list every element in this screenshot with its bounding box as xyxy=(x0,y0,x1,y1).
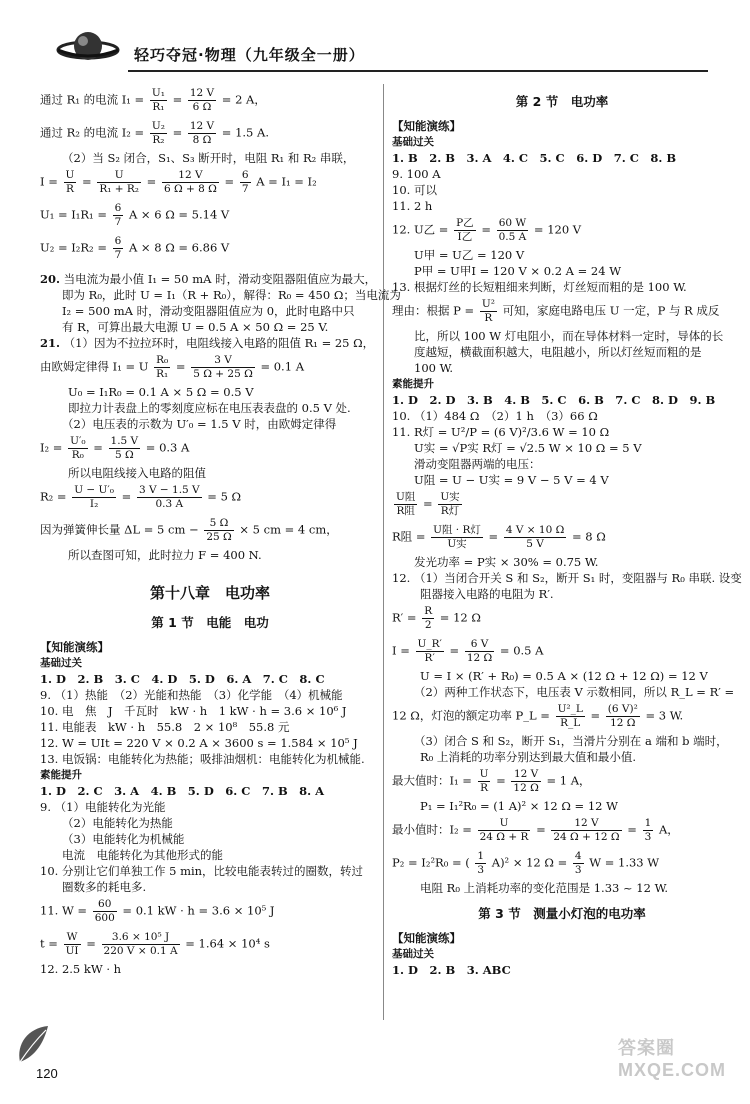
text-line: 即为 R₀，此时 U = I₁（R + R₀），解得：R₀ = 450 Ω；当电流为 xyxy=(62,288,401,302)
answer-line: 9. 100 A xyxy=(392,167,441,181)
answer-line: （3）电能转化为机械能 xyxy=(62,832,185,846)
answer-line: 发光功率 = P实 × 30% = 0.75 W. xyxy=(414,555,599,569)
right-column xyxy=(392,84,742,978)
answer-line: 10. （1）484 Ω （2）1 h （3）66 Ω xyxy=(392,409,598,423)
answer-line: 比，所以 100 W 灯电阻小，而在导体材料一定时，导体的长 xyxy=(414,329,724,343)
eq-i2: 通过 R₂ 的电流 I₂ = $\frac{\text{U₂}}{\text{R₂}}$ = $\frac{12 V}{8 \Omega}$ = 1.5 A. xyxy=(40,120,269,146)
leaf-decoration-icon xyxy=(14,1022,52,1068)
answer-line: （2）两种工作状态下，电压表 V 示数相同，所以 R_L = R′ = xyxy=(414,685,735,699)
section-title: 第 1 节 电能 电功 xyxy=(151,615,269,630)
answer-line: 12. （1）当闭合开关 S 和 S₂，断开 S₁ 时，变阻器与 R₀ 串联. 设变 xyxy=(392,571,742,585)
eq-i1: 通过 R₁ 的电流 I₁ = $\frac{\text{U₁}}{\text{R₁}}$ = $\frac{12 V}{6 \Omega}$ = 2 A， xyxy=(40,87,266,113)
eq-ratio: $\frac{\text{U阻}}{\text{R阻}}$ = $\frac{\text{U实}}{\text{R灯}}$ xyxy=(396,491,460,517)
eq-min-current: 最小值时：I₂ = $\frac{U}{24 \Omega + R}$ = $\frac{12 V}{24 \Omega + 12 \Omega}$ = $\frac{1}{3}$ A， xyxy=(392,817,679,843)
eq-rated-power: 12 Ω，灯泡的额定功率 P_L = $\frac{\text{U²\_L}}{R\_L}$ = $\frac{\text{(6 V)²}}{12 \Omega}$ = 3 W. xyxy=(392,703,684,729)
section-tag: 【知能演练】 xyxy=(392,119,461,133)
text-line: I₂ = 500 mA 时，滑动变阻器阻值应为 0，此时电路中只 xyxy=(62,304,355,318)
answer-line: 11. R灯 = U²/P = (6 V)²/3.6 W = 10 Ω xyxy=(392,425,610,439)
eq-current: I = $\frac{U\_R'}{R'}$ = $\frac{6 V}{12 \Omega}$ = 0.5 A xyxy=(392,638,544,664)
left-column xyxy=(40,84,401,977)
eq-r-zu: R阻 = $\frac{\text{U阻 · R灯}}{\text{U实}}$ = $\frac{4 V \times 10 \Omega}{5 V}$ = 8 Ω xyxy=(392,524,606,550)
column-divider xyxy=(383,84,384,1020)
subsection-label: 基础过关 xyxy=(392,136,434,148)
eq-i2-second: I₂ = $\frac{\text{U′₀}}{\text{R₀}}$ = $\frac{1.5 V}{5 \Omega}$ = 0.3 A xyxy=(40,435,190,461)
subsection-label: 素能提升 xyxy=(392,378,434,390)
watermark-top: 答案圈 xyxy=(618,1038,675,1058)
eq-u-yi: 12. U乙 = $\frac{\text{P乙}}{\text{I乙}}$ = $\frac{60 W}{0.5 A}$ = 120 V xyxy=(392,217,582,243)
answer-line: U甲 = U乙 = 120 V xyxy=(414,248,525,262)
eq-energy: 11. W = $\frac{60}{600}$ = 0.1 kW · h = 3.6 × 10⁵ J xyxy=(40,898,275,924)
header-rule xyxy=(128,70,708,72)
section-title: 第 2 节 电功率 xyxy=(515,94,609,109)
section-title: 第 3 节 测量小灯泡的电功率 xyxy=(478,906,646,921)
subsection-label: 基础过关 xyxy=(392,948,434,960)
answer-line: 1. D 2. B 3. C 4. D 5. D 6. A 7. C 8. C xyxy=(40,672,325,686)
eq-ohm-law: 由欧姆定律得 I₁ = U $\frac{\text{R₀}}{\text{R₁}}$ = $\frac{3 V}{5 \Omega + 25 \Omega}$ = 0.1 A xyxy=(40,354,304,380)
eq-min-power: P₂ = I₂²R₀ = ( $\frac{1}{3}$ A)² × 12 Ω = $\frac{4}{3}$ W = 1.33 W xyxy=(392,850,660,876)
answer-line: U实 = √P实 R灯 = √2.5 W × 10 Ω = 5 V xyxy=(414,441,642,455)
eq-r2: R₂ = $\frac{\text{U − U′₀}}{\text{I₂}}$ = $\frac{3 V - 1.5 V}{0.3 A}$ = 5 Ω xyxy=(40,484,242,510)
text-line: 即拉力计表盘上的零刻度应标在电压表表盘的 0.5 V 处. xyxy=(68,401,351,415)
text-line: 有 R，可算出最大电源 U = 0.5 A × 50 Ω = 25 V. xyxy=(62,320,329,334)
eq-r-prime: R′ = $\frac{R}{2}$ = 12 Ω xyxy=(392,605,481,631)
section-tag: 【知能演练】 xyxy=(392,931,461,945)
answer-line: 1. D 2. B 3. ABC xyxy=(392,963,511,977)
answer-line: U阻 = U − U实 = 9 V − 5 V = 4 V xyxy=(414,473,609,487)
watermark-bottom: MXQE.COM xyxy=(618,1060,727,1080)
answer-line: P₁ = I₁²R₀ = (1 A)² × 12 Ω = 12 W xyxy=(420,799,618,813)
answer-line: 13. 根据灯丝的长短粗细来判断，灯丝短而粗的是 100 W. xyxy=(392,280,687,294)
answer-line: 12. 2.5 kW · h xyxy=(40,962,122,976)
planet-logo-icon xyxy=(56,28,120,68)
eq-time: t = $\frac{W}{UI}$ = $\frac{\text{3.6 × 10⁵ J}}{220 V \times 0.1 A}$ = 1.64 × 10⁴ s xyxy=(40,931,270,957)
answer-line: 圈数多的耗电多. xyxy=(62,880,147,894)
section-tag: 【知能演练】 xyxy=(40,640,109,654)
answer-line: 12. W = UIt = 220 V × 0.2 A × 3600 s = 1.584 × 10⁵ J xyxy=(40,736,358,750)
text-line: （2）当 S₂ 闭合，S₁、S₃ 断开时，电阻 R₁ 和 R₂ 串联， xyxy=(62,151,355,165)
text-line: 所以电阻线接入电路的阻值 xyxy=(68,466,206,480)
answer-line: P甲 = U甲I = 120 V × 0.2 A = 24 W xyxy=(414,264,622,278)
answer-line: 度越短，横截面积越大，电阻越小，所以灯丝短而粗的是 xyxy=(414,345,702,359)
eq-u1: U₁ = I₁R₁ = $\frac{6}{7}$ A × 6 Ω = 5.14 V xyxy=(40,202,230,228)
answer-line: 10. 可以 xyxy=(392,183,437,197)
answer-line: R₀ 上消耗的功率分别达到最大值和最小值. xyxy=(420,750,637,764)
answer-line: 9. （1）电能转化为光能 xyxy=(40,800,166,814)
answer-line: 阻器接入电路的电阻为 R′. xyxy=(420,587,554,601)
answer-21: 21. （1）因为不拉拉环时，电阻线接入电路的阻值 R₁ = 25 Ω， xyxy=(40,336,375,350)
watermark xyxy=(618,1034,742,1098)
answer-line: 100 W. xyxy=(414,361,454,375)
eq-series-current: I = $\frac{U}{R}$ = $\frac{U}{\text{R₁ + R₂}}$ = $\frac{12 V}{6 \Omega + 8 \Omega}$ = $\frac{6}{7}$ A = I₁ = I₂ xyxy=(40,169,317,195)
answer-line: 电流 电能转化为其他形式的能 xyxy=(62,848,223,862)
answer-line: （2）电能转化为热能 xyxy=(62,816,173,830)
text-line: 所以查图可知，此时拉力 F = 400 N. xyxy=(68,548,262,562)
subsection-label: 基础过关 xyxy=(40,657,82,669)
answer-line: （3）闭合 S 和 S₂，断开 S₁，当滑片分别在 a 端和 b 端时， xyxy=(414,734,728,748)
answer-line: 11. 电能表 kW · h 55.8 2 × 10⁸ 55.8 元 xyxy=(40,720,290,734)
chapter-title: 第十八章 电功率 xyxy=(149,584,270,602)
answer-line: 1. B 2. B 3. A 4. C 5. C 6. D 7. C 8. B xyxy=(392,151,677,165)
answer-line: 电阻 R₀ 上消耗功率的变化范围是 1.33 ~ 12 W. xyxy=(420,881,669,895)
text-line: （2）电压表的示数为 U′₀ = 1.5 V 时，由欧姆定律得 xyxy=(62,417,337,431)
answer-line: 1. D 2. D 3. B 4. B 5. C 6. B 7. C 8. D 9. B xyxy=(392,393,716,407)
answer-line: 10. 电 焦 J 千瓦时 kW · h 1 kW · h = 3.6 × 10⁶ J xyxy=(40,704,347,718)
page-header xyxy=(0,0,750,78)
answer-line: 1. D 2. C 3. A 4. B 5. D 6. C 7. B 8. A xyxy=(40,784,325,798)
eq-spring: 因为弹簧伸长量 ΔL = 5 cm − $\frac{5 \Omega}{25 \Omega}$ × 5 cm = 4 cm， xyxy=(40,517,338,543)
answer-line: 11. 2 h xyxy=(392,199,433,213)
answer-line: 13. 电饭锅：电能转化为热能；吸排油烟机：电能转化为机械能. xyxy=(40,752,365,766)
answer-line: 10. 分别让它们单独工作 5 min，比较电能表转过的圈数，转过 xyxy=(40,864,364,878)
answer-20: 20. 当电流为最小值 I₁ = 50 mA 时，滑动变阻器阻值应为最大， xyxy=(40,272,377,286)
text-line: U₀ = I₁R₀ = 0.1 A × 5 Ω = 0.5 V xyxy=(68,385,254,399)
answer-line: 滑动变阻器两端的电压： xyxy=(414,457,541,471)
eq-power-formula: 理由：根据 P = $\frac{\text{U²}}{R}$ 可知，家庭电路电压 U 一定，P 与 R 成反 xyxy=(392,298,720,324)
subsection-label: 素能提升 xyxy=(40,769,82,781)
answer-line: 9. （1）热能 （2）光能和热能 （3）化学能 （4）机械能 xyxy=(40,688,343,702)
header-title: 轻巧夺冠·物理（九年级全一册） xyxy=(134,46,365,64)
answer-line: U = I × (R′ + R₀) = 0.5 A × (12 Ω + 12 Ω) = 12 V xyxy=(420,669,708,683)
eq-u2: U₂ = I₂R₂ = $\frac{6}{7}$ A × 8 Ω = 6.86 V xyxy=(40,235,230,261)
eq-max-current: 最大值时：I₁ = $\frac{U}{R}$ = $\frac{12 V}{12 \Omega}$ = 1 A， xyxy=(392,768,591,794)
page-number: 120 xyxy=(36,1066,58,1081)
